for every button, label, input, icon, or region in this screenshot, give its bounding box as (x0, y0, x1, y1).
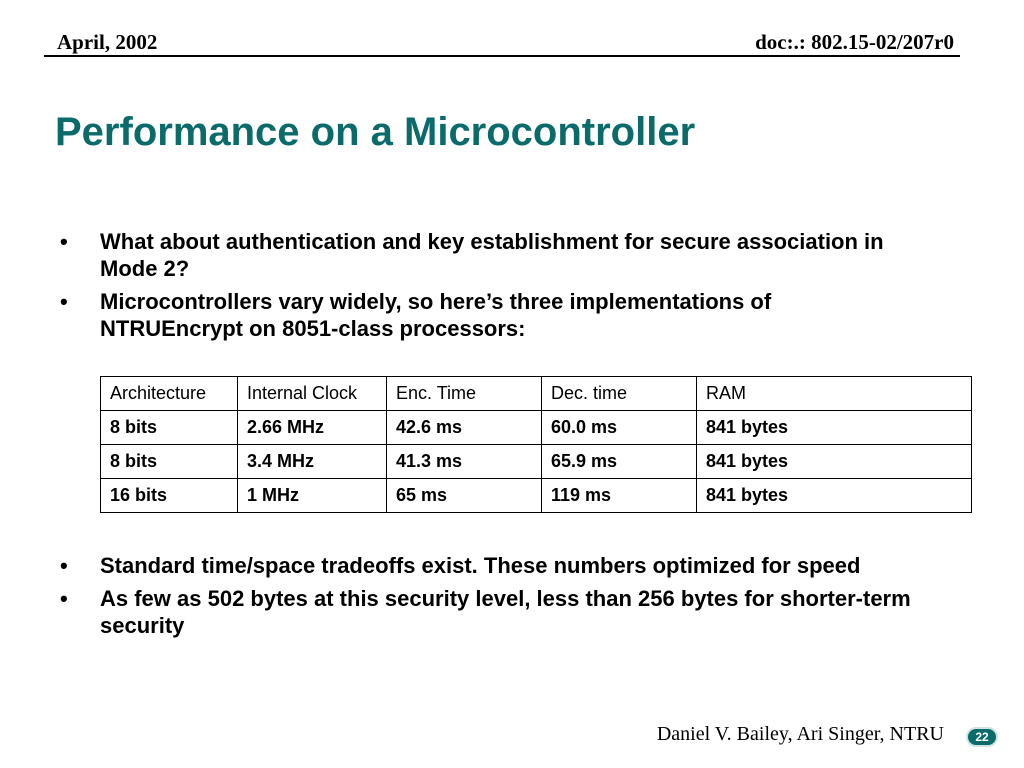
bullet-text: What about authentication and key establishment for secure association in Mode 2? (100, 229, 884, 281)
table-row (101, 411, 972, 445)
table-cell: 841 bytes (697, 411, 972, 445)
table-cell: 42.6 ms (387, 411, 542, 445)
slide-title: Performance on a Microcontroller (55, 110, 696, 154)
bullet-item (60, 585, 920, 639)
table-row (101, 479, 972, 513)
bullet-item (60, 288, 920, 342)
table-cell: 841 bytes (697, 445, 972, 479)
table-cell: 60.0 ms (542, 411, 697, 445)
column-header-internal-clock: Internal Clock (238, 377, 387, 411)
header-doc-id: doc:.: 802.15-02/207r0 (755, 30, 954, 54)
column-header-ram: RAM (697, 377, 972, 411)
table-cell: 8 bits (101, 411, 238, 445)
table-cell: 1 MHz (238, 479, 387, 513)
bullet-list-top (60, 228, 920, 348)
table-cell: 65.9 ms (542, 445, 697, 479)
bullet-text: As few as 502 bytes at this security level, less than 256 bytes for shorter-term security (100, 586, 911, 638)
bullet-list-bottom (60, 552, 920, 645)
table-cell: 2.66 MHz (238, 411, 387, 445)
bullet-marker: • (60, 229, 68, 254)
bullet-marker: • (60, 289, 68, 314)
bullet-marker: • (60, 553, 68, 578)
bullet-marker: • (60, 586, 68, 611)
table-cell: 16 bits (101, 479, 238, 513)
table-cell: 3.4 MHz (238, 445, 387, 479)
page-number-badge: 22 (966, 727, 998, 747)
table-cell: 65 ms (387, 479, 542, 513)
table-cell: 8 bits (101, 445, 238, 479)
header-date: April, 2002 (57, 30, 158, 54)
bullet-text: Standard time/space tradeoffs exist. These numbers optimized for speed (100, 553, 861, 578)
table-header-row (101, 377, 972, 411)
table-cell: 119 ms (542, 479, 697, 513)
bullet-item (60, 228, 920, 282)
table-row (101, 445, 972, 479)
bullet-item (60, 552, 920, 579)
footer-authors: Daniel V. Bailey, Ari Singer, NTRU (656, 723, 944, 745)
table-cell: 841 bytes (697, 479, 972, 513)
bullet-text: Microcontrollers vary widely, so here’s three implementations of NTRUEncrypt on 8051-class processors: (100, 289, 772, 341)
performance-table (100, 376, 972, 513)
column-header-architecture: Architecture (101, 377, 238, 411)
table-cell: 41.3 ms (387, 445, 542, 479)
column-header-dec-time: Dec. time (542, 377, 697, 411)
column-header-enc-time: Enc. Time (387, 377, 542, 411)
header-divider (44, 55, 960, 57)
